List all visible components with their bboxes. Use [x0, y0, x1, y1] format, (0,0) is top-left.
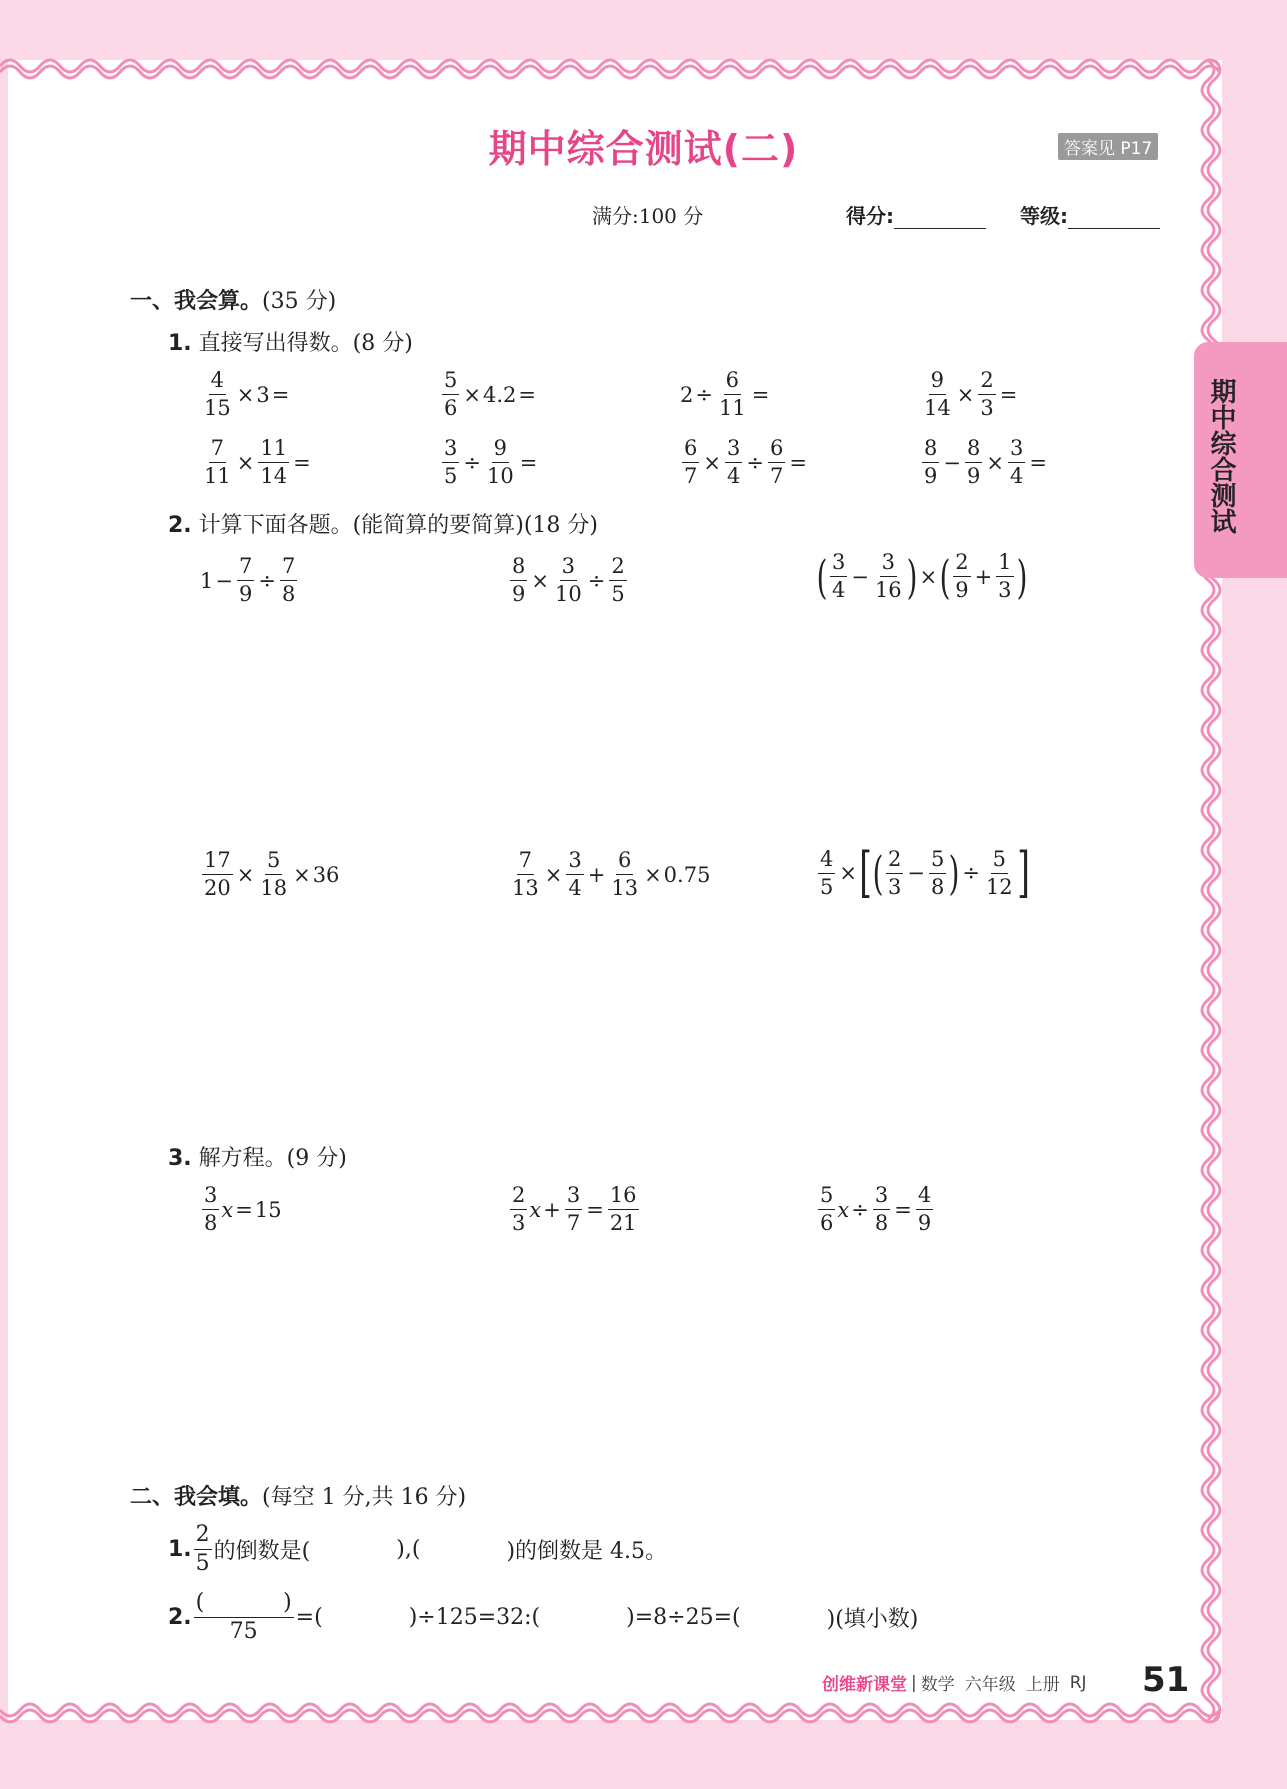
bottom-wave-border — [0, 1700, 1220, 1740]
fraction: $\frac{2}{5}$ — [195, 1522, 210, 1576]
fraction: $\frac{5}{6}$ — [820, 1183, 834, 1235]
fraction: $\frac{4}{9}$ — [917, 1183, 932, 1235]
equation-2: $\frac{2}{3}$ x + $\frac{3}{7}$ = $\frac{16}{21}$ — [512, 1183, 637, 1235]
right-wave-border — [1200, 60, 1240, 1720]
fraction-blank[interactable]: ( ) 75 — [195, 1590, 292, 1644]
question-1-1 — [168, 326, 413, 357]
calc-2-5: $\frac{7}{13}$ × $\frac{3}{4}$ + $\frac{6}{13}$ × 0.75 — [512, 848, 711, 900]
page-number: 51 — [1142, 1660, 1190, 1700]
score-label: 得分: — [846, 204, 894, 228]
fraction: $\frac{9}{14}$ — [924, 368, 951, 420]
fraction: $\frac{2}{3}$ — [512, 1183, 526, 1235]
question-text: 直接写出得数。(8 分) — [198, 331, 413, 356]
brand-name: 创维新课堂 — [822, 1675, 907, 1695]
fraction: $\frac{7}{13}$ — [512, 848, 539, 900]
fraction: $\frac{2}{5}$ — [611, 554, 625, 606]
footer: 创维新课堂 | 数学 六年级 上册 RJ — [822, 1670, 1087, 1695]
fraction: $\frac{2}{9}$ — [955, 550, 969, 602]
question-number: 3. — [168, 1146, 192, 1171]
fraction: $\frac{8}{9}$ — [512, 554, 526, 606]
oral-calc-6: $\frac{3}{5}$ ÷ $\frac{9}{10}$ = — [444, 436, 538, 488]
fraction: $\frac{1}{3}$ — [998, 550, 1012, 602]
oral-calc-2: $\frac{5}{6}$ × 4.2 = — [444, 368, 536, 420]
top-wave-border — [0, 40, 1220, 80]
fill-question-1: 1. $\frac{2}{5}$ 的倒数是( ),( )的倒数是 4.5。 — [168, 1522, 668, 1576]
oral-calc-8: $\frac{8}{9}$ − $\frac{8}{9}$ × $\frac{3}{4}$ = — [924, 436, 1047, 488]
question-text: 解方程。(9 分) — [198, 1146, 347, 1171]
oral-calc-5: $\frac{7}{11}$ × $\frac{11}{14}$ = — [204, 436, 311, 488]
calc-2-3: ( $\frac{3}{4}$ − $\frac{3}{16}$ ) × ( $\frac{2}{9}$ + $\frac{1}{3}$ ) — [816, 549, 1027, 604]
fraction: $\frac{16}{21}$ — [609, 1183, 637, 1235]
fraction: $\frac{3}{4}$ — [726, 436, 741, 488]
fraction: $\frac{5}{18}$ — [260, 848, 288, 900]
oral-calc-4: $\frac{9}{14}$ × $\frac{2}{3}$ = — [924, 368, 1018, 420]
fraction: $\frac{3}{4}$ — [568, 848, 582, 900]
score-blank[interactable] — [894, 208, 986, 229]
fraction: $\frac{3}{4}$ — [831, 550, 846, 602]
grade-blank[interactable] — [1068, 208, 1160, 229]
oral-calc-7: $\frac{6}{7}$ × $\frac{3}{4}$ ÷ $\frac{6}{7}$ = — [684, 436, 807, 488]
volume: 上册 — [1025, 1675, 1060, 1695]
question-1-2 — [168, 508, 598, 539]
fraction: $\frac{3}{4}$ — [1009, 436, 1024, 488]
page-title: 期中综合测试(二) — [488, 127, 799, 171]
fraction: $\frac{3}{8}$ — [204, 1183, 218, 1235]
fraction: $\frac{8}{9}$ — [966, 436, 981, 488]
section-1-heading — [130, 284, 336, 315]
equation-3: $\frac{5}{6}$ x ÷ $\frac{3}{8}$ = $\frac{4}{9}$ — [820, 1183, 932, 1235]
fraction: $\frac{7}{11}$ — [204, 436, 231, 488]
fraction: $\frac{7}{8}$ — [281, 554, 296, 606]
oral-calc-1: $\frac{4}{15}$ × 3 = — [204, 368, 290, 420]
equation-1: $\frac{3}{8}$ x = 15 — [204, 1183, 282, 1235]
fraction: $\frac{3}{8}$ — [874, 1183, 889, 1235]
section-2-title: 二、我会填。 — [130, 1484, 263, 1510]
section-1-points: (35 分) — [262, 289, 337, 314]
grade: 六年级 — [964, 1675, 1016, 1695]
section-1-title: 一、我会算。 — [130, 288, 263, 314]
fraction: $\frac{3}{10}$ — [554, 554, 582, 606]
fraction: $\frac{17}{20}$ — [204, 848, 231, 900]
question-text: 计算下面各题。(能简算的要简算)(18 分) — [198, 513, 598, 538]
question-number: 1. — [168, 331, 192, 356]
fraction: $\frac{9}{10}$ — [486, 436, 514, 488]
fill-question-2: 2. ( ) 75 =( )÷125=32:( )=8÷25=( )(填小数) — [168, 1590, 919, 1644]
fraction: $\frac{11}{14}$ — [260, 436, 288, 488]
question-number: 2. — [168, 513, 192, 538]
fraction: $\frac{5}{8}$ — [931, 846, 945, 899]
full-score-label: 满分:100 分 — [592, 204, 704, 228]
fraction: $\frac{6}{7}$ — [769, 436, 784, 488]
calc-2-4: $\frac{17}{20}$ × $\frac{5}{18}$ × 36 — [204, 848, 340, 900]
fraction: $\frac{3}{5}$ — [444, 436, 458, 488]
score-field[interactable] — [846, 200, 986, 229]
grade-label: 等级: — [1020, 204, 1068, 228]
fraction: $\frac{2}{3}$ — [888, 846, 902, 899]
question-number: 2. — [168, 1605, 192, 1630]
fraction: $\frac{6}{13}$ — [611, 848, 639, 900]
fraction: $\frac{4}{15}$ — [204, 368, 231, 420]
fraction: $\frac{3}{16}$ — [874, 550, 902, 602]
calc-2-2: $\frac{8}{9}$ × $\frac{3}{10}$ ÷ $\frac{2}{5}$ — [512, 554, 625, 606]
fraction: $\frac{4}{5}$ — [820, 846, 834, 899]
calc-2-1: 1 − $\frac{7}{9}$ ÷ $\frac{7}{8}$ — [200, 554, 296, 606]
section-2-heading — [130, 1480, 466, 1511]
oral-calc-3: 2 ÷ $\frac{6}{11}$ = — [680, 368, 770, 420]
fraction: $\frac{5}{12}$ — [985, 846, 1013, 899]
grade-field[interactable] — [1020, 200, 1160, 229]
section-2-points: (每空 1 分,共 16 分) — [262, 1485, 467, 1510]
side-tab-label: 期中综合测试 — [1206, 378, 1236, 534]
fraction: $\frac{7}{9}$ — [238, 554, 253, 606]
fraction: $\frac{2}{3}$ — [980, 368, 994, 420]
subject: 数学 — [920, 1675, 955, 1695]
fraction: $\frac{6}{11}$ — [718, 368, 746, 420]
answer-reference-badge: 答案见 P17 — [1058, 133, 1158, 160]
fraction: $\frac{3}{7}$ — [566, 1183, 581, 1235]
edition: RJ — [1069, 1672, 1087, 1693]
fraction: $\frac{5}{6}$ — [444, 368, 458, 420]
question-number: 1. — [168, 1537, 192, 1562]
fraction: $\frac{6}{7}$ — [684, 436, 698, 488]
calc-2-6: $\frac{4}{5}$ × [ ( $\frac{2}{3}$ − $\frac{5}{8}$ ) ÷ $\frac{5}{12}$ ] — [820, 841, 1030, 904]
question-1-3 — [168, 1141, 347, 1172]
fraction: $\frac{8}{9}$ — [924, 436, 938, 488]
